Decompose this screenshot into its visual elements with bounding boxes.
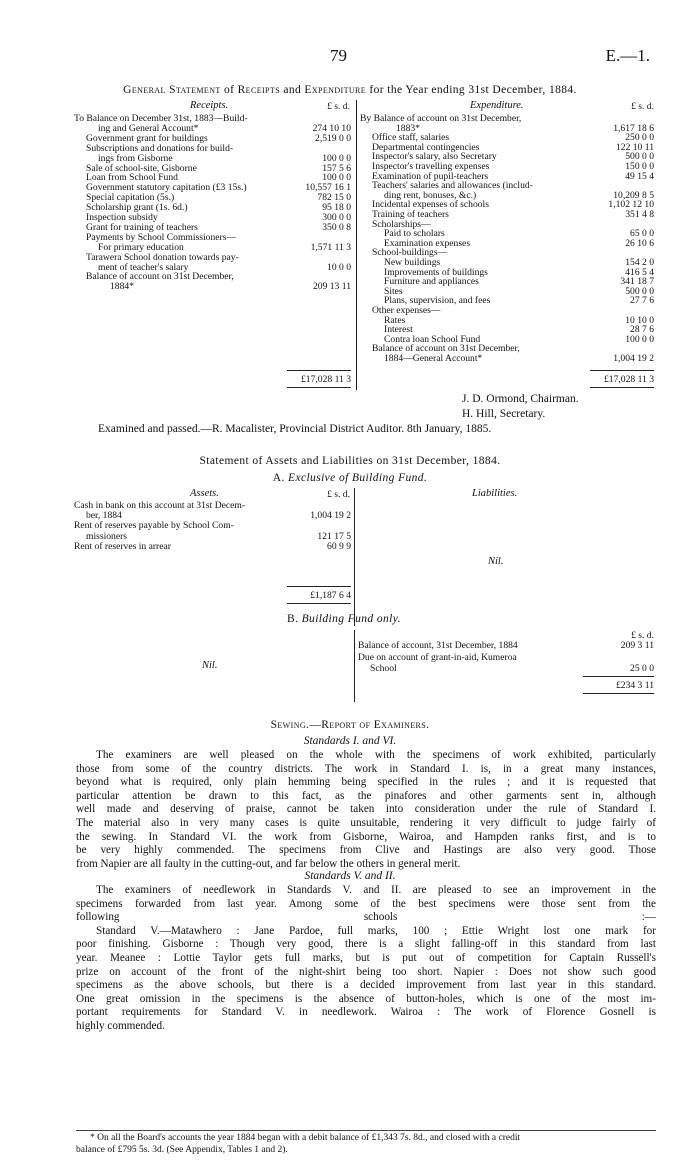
receipt-label: For primary education [98,241,184,253]
expenditure-amount: 416 5 4 [625,266,654,278]
expenditure-amount: 341 18 7 [620,276,654,288]
receipt-label: ing and General Account* [98,122,199,134]
document-reference: E.—1. [605,46,650,65]
receipts-total-double-rule [287,387,351,388]
expenditure-total-rule [590,370,654,371]
expenditure-amount: 154 2 0 [625,257,654,268]
expenditure-amount: 10 10 0 [625,314,654,326]
expenditure-label: 1883* [396,122,420,134]
chairman-signature: J. D. Ormond, Chairman. [462,393,579,405]
asset-label: Rent of reserves payable by School Com- [74,520,234,532]
expenditure-label: Furniture and appliances [384,276,479,288]
expenditure-label: School-buildings— [372,247,448,259]
paragraph-line: from Napier are all faulty in the cutting-out, and far below the others in general merit. [76,857,461,870]
paragraph-line: The material also in very many cases is quite unsuitable, rendering it very difficult to judge fairly of [76,817,656,829]
paragraph-line: specimens forwarded from last year. Among some of the best specimens were those sent from the [76,897,656,910]
expenditure-label: Departmental contingencies [372,141,480,153]
expenditure-amount: 500 0 0 [625,151,654,163]
receipts-heading: Receipts. [190,100,229,111]
asset-row [74,541,351,552]
b-liability-label: Due on account of grant-in-aid, Kumeroa [358,651,517,663]
receipt-amount: 782 15 0 [317,192,351,204]
expenditure-label: Inspector's travelling expenses [372,161,490,172]
expenditure-label: Examination expenses [384,237,471,249]
receipt-amount: 10,557 16 1 [305,182,351,194]
expenditure-label: Contra loan School Fund [384,333,481,345]
expenditure-amount: 351 4 8 [625,209,654,220]
receipt-amount: 209 13 11 [312,281,351,293]
b-liability-amount: 25 0 0 [630,663,654,674]
paragraph-line: highly commended. [76,1020,165,1032]
expenditure-amount: 1,102 12 10 [608,199,654,211]
receipt-label: ings from Gisborne [98,152,173,164]
b-liability-amount: 209 3 11 [620,640,654,651]
expenditure-amount: 28 7 6 [630,324,654,336]
expenditure-label: Balance of account on 31st December, [372,343,520,355]
receipt-row [74,281,351,292]
asset-label: ber, 1884 [86,510,122,522]
expenditure-label: Plans, supervision, and fees [384,295,491,307]
receipts-total-rule [287,370,351,371]
assets-heading: Assets. [190,488,219,499]
receipt-label: ment of teacher's salary [98,261,189,273]
receipt-label: Subscriptions and donations for build- [86,142,234,154]
receipt-label: Scholarship grant (1s. 6d.) [86,202,188,214]
expenditure-amount: 26 10 6 [625,237,654,249]
receipt-label: Tarawera School donation towards pay- [86,251,239,263]
section-a-title: A. Exclusive of Building Fund. [272,472,428,484]
building-fund-assets-nil: Nil. [202,660,218,671]
expenditure-label: Rates [384,314,406,326]
expenditure-amount: 10,209 8 5 [613,189,654,201]
assets-total-double-rule [287,603,351,604]
expenditure-amount: 122 10 11 [615,141,654,153]
footnote-line-1: * On all the Board's accounts the year 1884 began with a debit balance of £1,343 7s. 8d., and closed with a credit [90,1133,521,1143]
b-liability-label: Balance of account, 31st December, 1884 [358,640,518,651]
paragraph-line: be very highly commended. The specimens from Clive and Hastings are also very good. Those [76,844,656,857]
b-liability-row [358,663,654,674]
paragraph-line: prize on account of the front of the night-shirt being too short. Napier : Does not show such good [76,965,656,978]
expenditure-label: ding rent, bonuses, &c.) [384,189,477,201]
receipt-label: Payments by School Commissioners— [86,231,237,243]
assets-currency-header: £ s. d. [327,489,350,500]
sewing-report-title: Sewing.—Report of Examiners. [270,719,430,731]
expenditure-label: Interest [384,324,413,336]
asset-label: missioners [86,530,128,542]
paragraph-line: portant requirements for Standard V. in needlework. Wairoa : The work of Florence Gosnell is [76,1006,656,1019]
column-divider [356,100,357,390]
paragraph-line: specimens as the above schools, but there is a decided improvement from last year in this standard. [76,979,656,992]
receipt-label: Government statutory capitation (£3 15s.) [86,182,247,194]
page-header [0,46,700,68]
expenditure-amount: 65 0 0 [630,228,654,240]
b-liability-label: School [370,663,397,674]
expenditure-label: By Balance of account on 31st December, [360,113,522,124]
expenditure-label: Examination of pupil-teachers [372,170,489,182]
receipt-label: 1884* [110,281,134,293]
expenditure-total-double-rule [590,387,654,388]
standards-5-2-subtitle: Standards V. and II. [304,870,396,882]
general-statement-title: General Statement of Receipts and Expenditure for the Year ending 31st December, 1884. [123,84,577,96]
paragraph-line: One great omission in the specimens is the absence of button-holes, which is one of the most im- [76,992,656,1005]
expenditure-amount: 1,004 19 2 [613,353,654,364]
expenditure-label: Improvements of buildings [384,266,488,278]
paragraph-line: particular attention be drawn to this fact, as the pinafores and other garments sent in, although [76,789,656,802]
paragraph-line: those from some of the country districts. The work in Standard I. is, in a great many instances, [76,762,656,775]
paragraph-line: The examiners are well pleased on the whole with the specimens of work exhibited, particularly [96,749,656,761]
asset-amount: 121 17 5 [317,530,351,542]
expenditure-label: Incidental expenses of schools [372,199,489,211]
b-liability-row [358,652,654,663]
receipt-amount: 300 0 0 [322,212,351,223]
expenditure-heading: Expenditure. [470,100,524,111]
b-total-rule [583,676,654,677]
assets-total-rule [287,586,351,587]
expenditure-label: Sites [384,285,403,297]
section-b-title: B. Building Fund only. [287,613,401,625]
receipt-label: Grant for training of teachers [86,221,198,233]
expenditure-label: 1884—General Account* [384,353,483,364]
expenditure-label: Inspector's salary, also Secretary [372,151,497,163]
paragraph-line: Standard V.—Matawhero : Jane Pardoe, full marks, 100 ; Ettie Wright lost one mark for [96,924,656,937]
receipt-amount: 274 10 10 [312,122,351,134]
receipt-label: Sale of school-site, Gisborne [86,162,197,174]
expenditure-label: Office staff, salaries [372,132,450,144]
paragraph-line: poor finishing. Gisborne : Though very good, there is a slight falling-off in this standard from last [76,938,656,951]
footnote-line-2: balance of £795 5s. 3d. (See Appendix, Tables 1 and 2). [76,1145,288,1155]
expenditure-label: Teachers' salaries and allowances (includ- [372,180,533,192]
asset-label: Cash in bank on this account at 31st Decem- [74,500,246,511]
auditor-statement: Examined and passed.—R. Macalister, Provincial District Auditor. 8th January, 1885. [98,423,492,435]
footnote-rule [76,1130,656,1131]
expenditure-amount: 1,617 18 6 [613,122,654,134]
receipt-amount: 100 0 0 [322,172,351,184]
expenditure-label: Scholarships— [372,218,431,230]
assets-liabilities-title: Statement of Assets and Liabilities on 31st December, 1884. [199,455,501,467]
receipt-amount: 95 18 0 [322,202,351,214]
asset-amount: 60 9 9 [327,540,351,552]
expenditure-amount: 100 0 0 [625,333,654,345]
b-currency-header: £ s. d. [631,630,654,641]
liabilities-heading: Liabilities. [472,488,518,499]
page-number: 79 [330,46,347,65]
receipts-currency-header: £ s. d. [327,101,350,112]
receipt-amount: 350 0 8 [322,221,351,233]
assets-divider [354,488,355,626]
expenditure-amount: 27 7 6 [630,295,654,307]
b-total-double-rule [583,693,654,694]
receipt-label: Government grant for buildings [86,132,208,144]
receipt-amount: 100 0 0 [322,152,351,164]
expenditure-amount: 49 15 4 [625,170,654,182]
receipt-label: To Balance on December 31st, 1883—Build- [74,113,248,124]
paragraph-line: year. Meanee : Lottie Taylor gets full marks, but is put out of competition for Captain Russell's [76,952,656,964]
b-total: £234 3 11 [615,680,654,691]
paragraph-line: The examiners of needlework in Standards V. and II. are pleased to see an improvement in the [96,884,656,896]
receipt-amount: 2,519 0 0 [315,132,351,144]
paragraph-line: following schools :— [76,911,656,924]
secretary-signature: H. Hill, Secretary. [462,408,546,420]
receipt-label: Loan from School Fund [86,172,178,184]
receipt-label: Inspection subsidy [86,212,158,223]
expenditure-total: £17,028 11 3 [603,374,654,385]
expenditure-amount: 250 0 0 [625,132,654,144]
paragraph-line: beyond what is required, only plain hemming being specified in the rules ; and it is requested that [76,776,656,789]
liabilities-nil: Nil. [488,556,504,567]
receipt-amount: 157 5 6 [322,162,351,174]
standards-1-6-subtitle: Standards I. and VI. [303,735,397,747]
asset-label: Rent of reserves in arrear [74,540,171,552]
b-liability-row [358,640,654,651]
building-fund-divider [354,630,355,702]
paragraph-line: the sewing. In Standard VI. the work from Gisborne, Wairoa, and Hampden ranks first, and is to [76,830,656,843]
paragraph-line: well made and deserving of praise, cannot be taken into consideration under the rule of Standard I. [76,803,656,816]
receipts-total: £17,028 11 3 [300,374,351,385]
expenditure-label: Other expenses— [372,305,441,316]
expenditure-label: New buildings [384,257,441,268]
asset-amount: 1,004 19 2 [310,510,351,522]
assets-total: £1,187 6 4 [310,590,351,601]
expenditure-label: Training of teachers [372,209,449,220]
expenditure-label: Paid to scholars [384,228,445,240]
receipt-amount: 10 0 0 [327,261,351,273]
expenditure-currency-header: £ s. d. [631,101,654,112]
expenditure-amount: 150 0 0 [625,161,654,172]
receipt-label: Special capitation (5s.) [86,192,175,204]
receipt-amount: 1,571 11 3 [310,241,351,253]
expenditure-row [360,353,654,364]
expenditure-amount: 500 0 0 [625,285,654,297]
receipt-label: Balance of account on 31st December, [86,271,234,283]
